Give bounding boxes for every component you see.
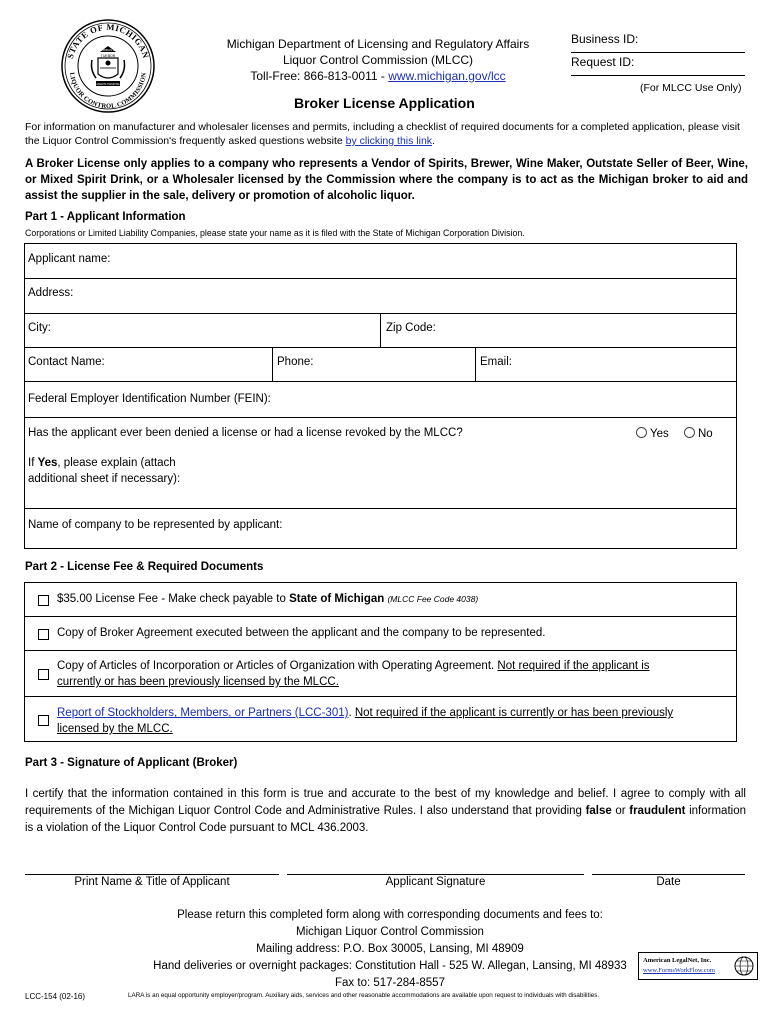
cert-b: information is a violation of the Liquor Control Code pursuant to MCL 436.2003. [25,805,746,834]
return-line3: Mailing address: P.O. Box 30005, Lansing, MI 48909 [256,943,524,955]
agency-name: Michigan Department of Licensing and Regulatory Affairs [226,37,530,51]
address-field[interactable]: Address: [28,287,74,299]
seal-ring-top: STATE OF MICHIGAN [64,21,152,60]
explain-if: If [28,457,38,469]
city-field[interactable]: City: [28,322,51,334]
fein-field[interactable]: Federal Employer Identification Number (FEIN): [28,393,271,405]
request-id-field[interactable] [571,75,745,76]
phone-field[interactable]: Phone: [277,356,314,368]
return-line5: Fax to: 517-284-8557 [335,977,445,989]
broker-note: A Broker License only applies to a company who represents a Vendor of Spirits, Brewer, Wine Maker, Outstate Seller of Beer, Wine, or Mixed Spirit Drink, or a Wholesaler licensed by the Commission where the company is to act as the Michigan broker to aid and assist the supplier in the sale, delivery or promotion of alcoholic liquor. [25,158,748,202]
cert-or: or [611,805,630,817]
commission-name: Liquor Control Commission (MLCC) [282,53,474,67]
part2-title: Part 2 - License Fee & Required Documents [25,561,264,573]
company-represented-field[interactable]: Name of company to be represented by applicant: [28,519,283,531]
cert-false: false [585,805,612,817]
no-label: No [698,428,713,440]
seal-motto-banner: E PLURIBUS UNUM [94,48,122,52]
articles-checkbox[interactable] [38,669,49,680]
seal-motto-bottom: SI QUAERIS PENINSULAM [89,82,127,86]
tollfree-text: Toll-Free: 866-813-0011 - [250,69,389,83]
fee-code: (MLCC Fee Code 4038) [387,594,479,604]
broker-agreement-checkbox[interactable] [38,629,49,640]
report-sep: . [348,707,355,719]
denied-question: Has the applicant ever been denied a license or had a license revoked by the MLCC? [28,427,463,439]
return-instructions [100,907,680,992]
return-line1: Please return this completed form along with corresponding documents and fees to: [177,909,603,921]
part1-title: Part 1 - Applicant Information [25,211,186,223]
signature-label: Applicant Signature [385,876,486,888]
return-line2: Michigan Liquor Control Commission [296,926,484,938]
fee-checkbox[interactable] [38,595,49,606]
contact-name-field[interactable]: Contact Name: [28,356,105,368]
business-id-field[interactable] [571,52,745,53]
intro-paragraph [25,120,750,148]
intro-end: . [432,135,435,147]
certification-text [25,786,746,837]
faq-link[interactable]: by clicking this link [345,135,433,147]
yes-radio-option[interactable] [636,427,669,440]
website-link[interactable]: www.michigan.gov/lcc [388,69,506,83]
tollfree-line [198,68,558,84]
explain-rest: , please explain (attach [57,457,176,469]
yes-radio-icon[interactable] [636,427,647,438]
explain-field[interactable] [28,455,180,487]
fee-text: $35.00 License Fee - Make check payable to [57,593,290,605]
seal-ring-bottom: LIQUOR CONTROL COMMISSION [68,71,148,111]
email-field[interactable]: Email: [480,356,512,368]
legalnet-url[interactable]: www.FormsWorkFlow.com [643,967,715,974]
intro-text: For information on manufacturer and wholesaler licenses and permits, including a checklist of required documents for a completed application, please visit the Liquor Control Commission's frequently asked questions website [25,121,740,147]
eeo-statement: LARA is an equal opportunity employer/program. Auxiliary aids, services and other reasonable accommodations are available upon request to individuals with disabilities. [128,992,600,999]
applicant-name-field[interactable]: Applicant name: [28,253,111,265]
yes-label: Yes [650,428,669,440]
cert-a: I certify that the information contained in this form is true and accurate to the best of my knowledge and belief. I agree to comply with all requirements of the Michigan Liquor Control Code and Administrative Rules. I also understand that providing [25,788,746,817]
cert-fraud: fraudulent [629,805,686,817]
report-checkbox[interactable] [38,715,49,726]
no-radio-option[interactable] [684,427,713,440]
broker-agreement-item: Copy of Broker Agreement executed between the applicant and the company to be represented. [57,627,546,639]
seal-motto-top: TUEBOR [100,54,116,58]
form-id: LCC-154 (02-16) [25,992,86,1001]
mlcc-use-note: (For MLCC Use Only) [640,82,742,94]
fee-payee: State of Michigan [289,593,385,605]
print-name-line[interactable] [25,874,279,875]
report-link[interactable]: Report of Stockholders, Members, or Partners (LCC-301) [57,707,349,719]
part3-title: Part 3 - Signature of Applicant (Broker) [25,757,238,769]
articles-note: Not required if the applicant is currently or has been previously licensed by the MLCC. [57,660,650,688]
date-line[interactable] [592,874,745,875]
business-id-label: Business ID: [571,32,639,46]
explain-line2: additional sheet if necessary): [28,473,181,485]
mlcc-seal [60,18,156,114]
explain-yes: Yes [37,457,58,469]
legalnet-name: American LegalNet, Inc. [643,957,712,964]
globe-icon [734,956,754,976]
return-line4: Hand deliveries or overnight packages: Constitution Hall - 525 W. Allegan, Lansing, MI 48933 [153,960,627,972]
form-title: Broker License Application [294,95,475,111]
print-name-label: Print Name & Title of Applicant [74,876,230,888]
report-note: Not required if the applicant is currently or has been previously licensed by the MLCC. [57,707,674,735]
zip-field[interactable]: Zip Code: [386,322,436,334]
articles-text: Copy of Articles of Incorporation or Articles of Organization with Operating Agreement. [57,660,498,672]
date-label: Date [656,876,681,888]
fee-item [57,591,478,607]
signature-line[interactable] [287,874,584,875]
request-id-label: Request ID: [571,55,635,69]
articles-item [57,658,687,690]
report-item [57,705,697,737]
seal-icon [60,18,156,114]
no-radio-icon[interactable] [684,427,695,438]
part1-subtitle: Corporations or Limited Liability Companies, please state your name as it is filed with the State of Michigan Corporation Division. [25,228,525,238]
legalnet-badge [638,952,758,980]
